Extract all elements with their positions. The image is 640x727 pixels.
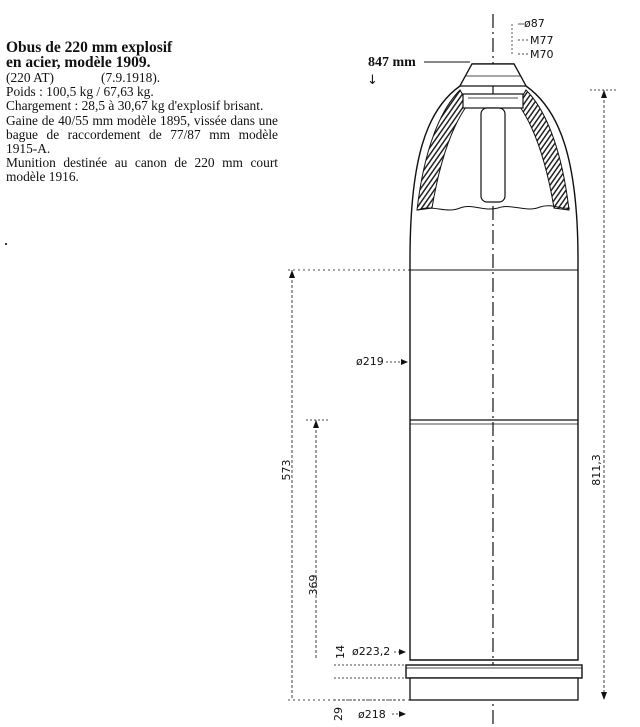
down-arrow-icon: ↓ xyxy=(367,73,378,88)
band-position-label: 369 xyxy=(307,574,320,596)
caption-date: (7.9.1918). xyxy=(101,70,161,85)
ogive-base-dimension xyxy=(280,270,410,700)
fuze-dim-3-label: M70 xyxy=(530,48,554,61)
caption-sheath: Gaine de 40/55 mm modèle 1895, vissée dans une bague de raccordement de 77/87 mm modèle 1915-A. xyxy=(6,112,278,157)
base-diameter-label: ø218 xyxy=(358,708,386,721)
band-width-label: 14 xyxy=(334,645,347,659)
body-diameter-label: ø219 xyxy=(356,355,384,368)
ogive-wall-left xyxy=(417,90,468,210)
fuze-tip-label: 847 mm xyxy=(368,55,416,70)
band-position-dimension xyxy=(306,420,330,660)
ogive-base-length-label: 573 xyxy=(280,459,293,481)
caption-title-line-1: Obus de 220 mm explosif xyxy=(6,39,173,56)
base-length-label: 29 xyxy=(332,707,345,721)
caption-title-line-2: en acier, modèle 1909. xyxy=(6,54,151,71)
total-length-dimension xyxy=(590,90,616,700)
band-diameter-label: ø223,2 xyxy=(352,645,391,658)
caption-designation: (220 AT) xyxy=(6,70,54,85)
total-length-label: 811,3 xyxy=(590,454,603,486)
caption-usage: Munition destinée au canon de 220 mm court modèle 1916. xyxy=(6,155,278,185)
fuze-dim-1-label: ø87 xyxy=(524,17,545,30)
explosive-fill-line xyxy=(418,206,570,210)
fuze-dim-2-label: M77 xyxy=(530,34,554,47)
adapter-ring xyxy=(463,94,523,108)
ogive-wall-right xyxy=(518,90,569,210)
fuze xyxy=(460,64,526,86)
caption-charge: Chargement : 28,5 à 30,67 kg d'explosif brisant. xyxy=(6,98,264,114)
rotating-band xyxy=(406,665,582,678)
booster-sheath xyxy=(481,108,505,202)
caption-weight: Poids : 100,5 kg / 67,63 kg. xyxy=(6,84,154,100)
shell-base xyxy=(410,678,578,700)
